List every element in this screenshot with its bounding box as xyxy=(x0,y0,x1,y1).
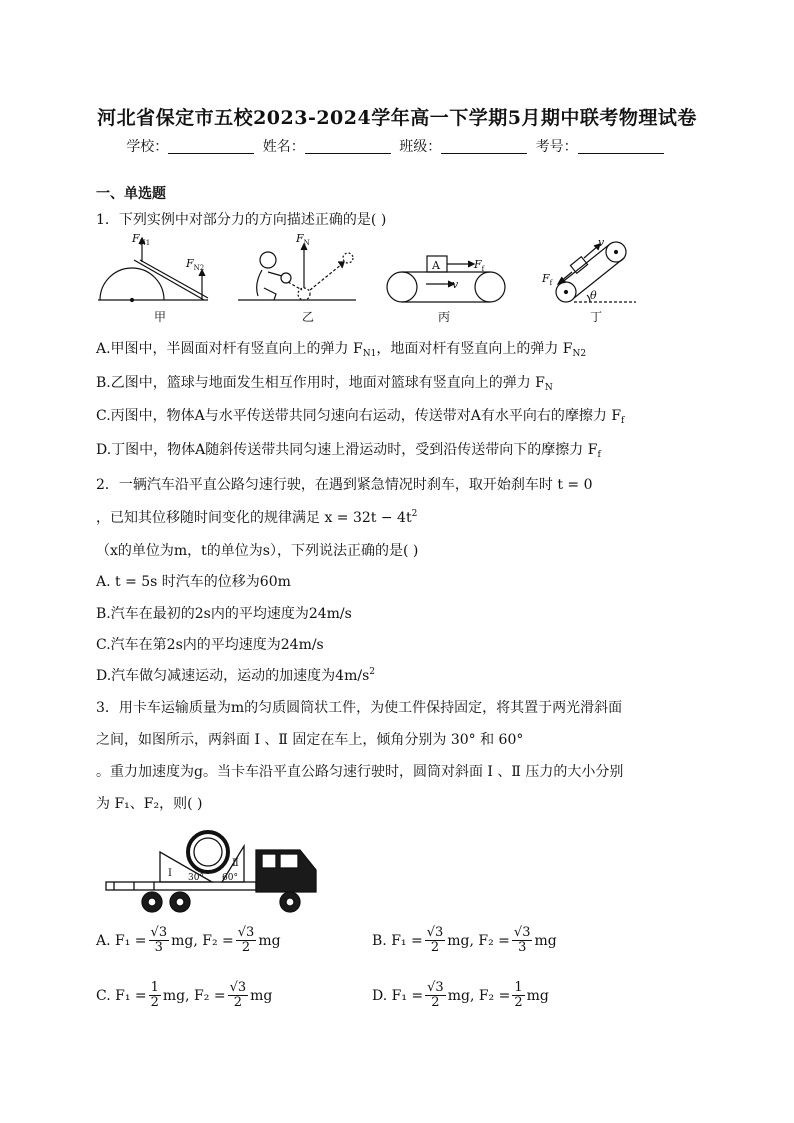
truck-figure xyxy=(104,822,326,918)
q2-stem-3: （x的单位为m，t的单位为s），下列说法正确的是( ) xyxy=(96,543,419,559)
class-label: 班级： xyxy=(399,139,442,155)
theta-label: θ xyxy=(590,289,597,302)
f1-label: $F_f$ xyxy=(542,272,553,287)
q1-option-c[interactable]: C.丙图中，物体A与水平传送带共同匀速向右运动，传送带对A有水平向右的摩擦力 $F_f$ xyxy=(96,408,625,426)
block-a-label: A xyxy=(432,259,440,272)
caption-ding: 丁 xyxy=(590,310,603,324)
q3-option-a[interactable]: A. F₁ = $\frac{√3}{3}$ mg, F₂ = $\frac{√3}{2}$ mg xyxy=(96,925,281,955)
q3-stem-2: 之间，如图所示，两斜面 Ⅰ 、Ⅱ 固定在车上，倾角分别为 30° 和 60° xyxy=(96,732,524,748)
q3-stem-1: 3．用卡车运输质量为m的匀质圆筒状工件，为使工件保持固定，将其置于两光滑斜面 xyxy=(96,700,623,716)
fn-label: $F_N$ xyxy=(296,232,310,247)
ff-label: $F_f$ xyxy=(474,258,485,273)
q2-stem-1: 2．一辆汽车沿平直公路匀速行驶，在遇到紧急情况时刹车，取开始刹车时 t = 0 xyxy=(96,477,593,493)
caption-yi: 乙 xyxy=(302,310,315,324)
q1-stem: 1．下列实例中对部分力的方向描述正确的是( ) xyxy=(96,212,387,228)
q3-option-b[interactable]: B. F₁ = $\frac{√3}{2}$ mg, F₂ = $\frac{√3}{3}$ mg xyxy=(372,925,557,955)
fn2-label: $F_{N2}$ xyxy=(186,257,205,272)
ramp-one-label: Ⅰ xyxy=(168,868,172,879)
q2-stem-2: ，已知其位移随时间变化的规律满足 $x = 32t - 4t^2$ xyxy=(96,509,418,526)
school-blank[interactable] xyxy=(168,139,254,154)
q1-option-d[interactable]: D.丁图中，物体A随斜传送带共同匀速上滑运动时，受到沿传送带向下的摩擦力 $F_f$ xyxy=(96,442,601,460)
ramp-two-label: Ⅱ xyxy=(232,858,239,869)
number-label: 考号： xyxy=(535,139,578,155)
q3-stem-4: 为 F₁、F₂，则( ) xyxy=(96,796,203,812)
v-label-ding: v xyxy=(598,236,605,249)
q1-option-a[interactable]: A.甲图中，半圆面对杆有竖直向上的弹力 $F_{N1}$，地面对杆有竖直向上的弹力 $F_{N2}$ xyxy=(96,341,587,359)
caption-jia: 甲 xyxy=(154,310,167,324)
q3-option-d[interactable]: D. F₁ = $\frac{√3}{2}$ mg, F₂ = $\frac{1}{2}$ mg xyxy=(372,980,549,1010)
angle-30-label: 30° xyxy=(188,873,204,883)
q3-stem-3: 。重力加速度为g。当卡车沿平直公路匀速行驶时，圆筒对斜面 Ⅰ 、Ⅱ 压力的大小分别 xyxy=(96,764,624,780)
q2-option-a[interactable]: A. t = 5s 时汽车的位移为60m xyxy=(96,574,291,590)
section-heading: 一、单选题 xyxy=(96,186,166,202)
student-info-row xyxy=(0,136,794,156)
angle-60-label: 60° xyxy=(222,873,238,883)
number-blank[interactable] xyxy=(578,139,664,154)
name-label: 姓名： xyxy=(262,139,305,155)
q1-option-b[interactable]: B.乙图中，篮球与地面发生相互作用时，地面对篮球有竖直向上的弹力 $F_N$ xyxy=(96,375,553,393)
q3-option-c[interactable]: C. F₁ = $\frac{1}{2}$ mg, F₂ = $\frac{√3}{2}$ mg xyxy=(96,980,273,1010)
name-blank[interactable] xyxy=(305,139,391,154)
page-title: 河北省保定市五校2023-2024学年高一下学期5月期中联考物理试卷 xyxy=(97,107,697,129)
q2-option-d[interactable]: D.汽车做匀减速运动，运动的加速度为$4m/s^2$ xyxy=(96,667,375,684)
school-label: 学校： xyxy=(126,139,169,155)
v-label-bing: v xyxy=(452,278,459,291)
q2-option-b[interactable]: B.汽车在最初的2s内的平均速度为24m/s xyxy=(96,606,352,622)
class-blank[interactable] xyxy=(441,139,527,154)
fn1-label: $F_{N1}$ xyxy=(132,232,151,247)
q1-figure xyxy=(96,232,636,328)
caption-bing: 丙 xyxy=(438,310,451,324)
q2-option-c[interactable]: C.汽车在第2s内的平均速度为24m/s xyxy=(96,637,324,653)
